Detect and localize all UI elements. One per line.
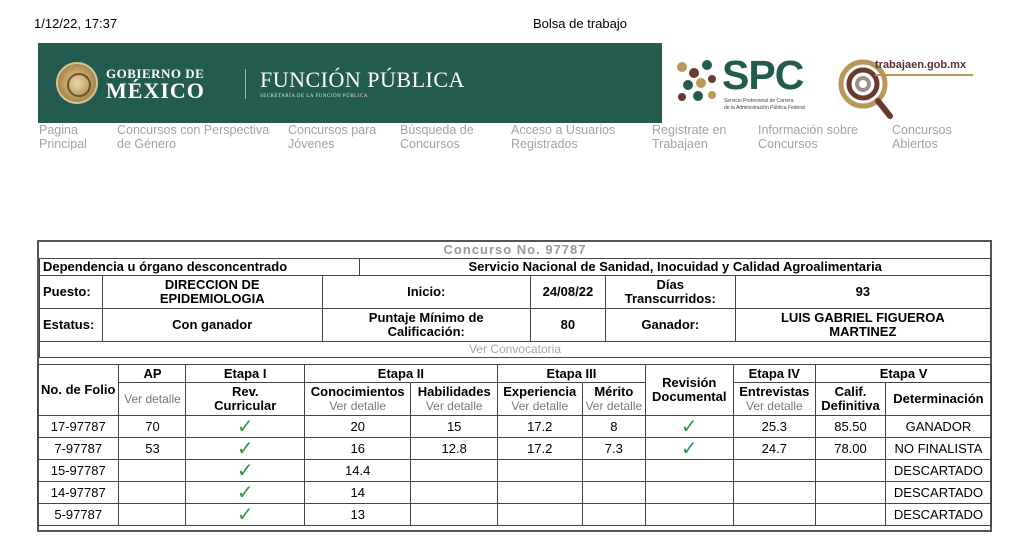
cell-experiencia [497, 482, 582, 504]
government-banner [38, 43, 662, 123]
ganador-value-line2: MARTINEZ [829, 323, 897, 339]
cell-habilidades [411, 460, 497, 482]
nav-pagina-principal[interactable] [39, 123, 87, 151]
cell-habilidades [411, 482, 497, 504]
dependencia-label: Dependencia u órgano desconcentrado [40, 258, 360, 275]
cell-revision-documental [646, 482, 733, 504]
header-habilidades [411, 383, 497, 416]
cell-revision-documental [646, 416, 733, 438]
cell-rev-curricular [186, 416, 304, 438]
header-conocimientos-label: Conocimientos [310, 384, 405, 399]
puntaje-label [322, 308, 530, 341]
trabajaen-domain: trabajaen.gob.mx [875, 59, 967, 71]
puesto-value [102, 275, 322, 308]
header-rev-curricular [186, 383, 304, 416]
puntaje-label-line1: Puntaje Mínimo de [368, 309, 484, 325]
nav-acceso-usuarios[interactable] [511, 123, 615, 151]
ap-ver-detalle-link[interactable]: Ver detalle [119, 383, 186, 416]
cell-merito [582, 504, 645, 526]
nav-label-line1: Concursos para [288, 123, 377, 137]
nav-concursos-jovenes[interactable] [288, 123, 376, 151]
concurso-info-table [39, 242, 991, 358]
cell-calif-definitiva [816, 482, 886, 504]
header-entrevistas [733, 383, 816, 416]
cell-folio: 14-97787 [38, 482, 119, 504]
cell-revision-documental [646, 460, 733, 482]
dias-label-line1: Días [656, 276, 685, 292]
conocimientos-ver-detalle-link[interactable]: Ver detalle [329, 399, 387, 413]
funcion-publica-title: FUNCIÓN PÚBLICA [260, 67, 465, 92]
header-etapa-5: Etapa V [816, 365, 992, 383]
spc-mark-icon [674, 57, 720, 103]
header-merito [582, 383, 645, 416]
nav-label-line1: Concursos con Perspectiva [117, 123, 270, 137]
inicio-value: 24/08/22 [530, 275, 605, 308]
check-icon: ✓ [236, 437, 254, 460]
cell-entrevistas [733, 504, 816, 526]
cell-determinacion: DESCARTADO [885, 460, 991, 482]
cell-entrevistas [733, 482, 816, 504]
banner-divider [245, 69, 246, 99]
check-icon: ✓ [236, 459, 254, 482]
concurso-number: Concurso No. 97787 [40, 242, 991, 258]
header-revision-line1: Revisión [662, 375, 717, 390]
trabajaen-underline [875, 74, 973, 76]
cell-determinacion: NO FINALISTA [885, 438, 991, 460]
cell-calif-definitiva: 78.00 [816, 438, 886, 460]
nav-label-line2: Abiertos [892, 137, 938, 151]
gobierno-de-mexico-logo[interactable] [106, 67, 205, 102]
print-timestamp: 1/12/22, 17:37 [34, 16, 118, 31]
ganador-label: Ganador: [605, 308, 735, 341]
ver-convocatoria-link[interactable]: Ver Convocatoria [40, 341, 991, 357]
nav-label-line1: Pagina [39, 123, 78, 137]
nav-concursos-perspectiva-genero[interactable] [117, 123, 269, 151]
cell-conocimientos: 20 [304, 416, 411, 438]
header-ap: AP [119, 365, 186, 383]
nav-label-line2: Principal [39, 137, 87, 151]
cell-rev-curricular [186, 438, 304, 460]
puntaje-value: 80 [530, 308, 605, 341]
cell-folio: 17-97787 [38, 416, 119, 438]
nav-label-line1: Búsqueda de [400, 123, 474, 137]
nav-label-line2: de Género [117, 137, 177, 151]
trabajaen-logo[interactable] [835, 54, 985, 120]
puesto-label: Puesto: [40, 275, 103, 308]
merito-ver-detalle-link[interactable]: Ver detalle [585, 399, 643, 413]
mexico-seal-icon [56, 62, 98, 104]
ganador-value [735, 308, 990, 341]
cell-ap: 53 [119, 438, 186, 460]
header-etapa-3: Etapa III [497, 365, 645, 383]
cell-entrevistas [733, 460, 816, 482]
table-row [38, 482, 992, 504]
results-table [37, 364, 992, 526]
spc-subtitle-2: de la Administración Pública Federal [724, 104, 805, 111]
cell-experiencia [497, 460, 582, 482]
experiencia-ver-detalle-link[interactable]: Ver detalle [511, 399, 569, 413]
estatus-value: Con ganador [102, 308, 322, 341]
entrevistas-ver-detalle-link[interactable]: Ver detalle [745, 399, 803, 413]
cell-revision-documental [646, 438, 733, 460]
nav-label-line2: Concursos [400, 137, 460, 151]
cell-rev-curricular [186, 504, 304, 526]
nav-label-line1: Acceso a Usuarios [511, 123, 616, 137]
nav-registrate-trabajaen[interactable] [652, 123, 726, 151]
header-experiencia [497, 383, 582, 416]
cell-determinacion: GANADOR [885, 416, 991, 438]
check-icon: ✓ [236, 481, 254, 504]
dias-label-line2: Transcurridos: [624, 290, 716, 306]
check-icon: ✓ [680, 415, 698, 438]
cell-folio: 15-97787 [38, 460, 119, 482]
print-header [0, 16, 1024, 32]
cell-revision-documental [646, 504, 733, 526]
dias-value: 93 [735, 275, 990, 308]
nav-label-line2: Jóvenes [288, 137, 335, 151]
cell-rev-curricular [186, 460, 304, 482]
gob-line-1: GOBIERNO DE [106, 66, 205, 81]
nav-label-line2: Trabajaen [652, 137, 708, 151]
table-row [38, 438, 992, 460]
spc-subtitle [724, 98, 824, 111]
check-icon: ✓ [236, 503, 254, 526]
check-icon: ✓ [680, 437, 698, 460]
nav-label-line2: Concursos [758, 137, 818, 151]
cell-conocimientos: 14 [304, 482, 411, 504]
header-revision-documental [646, 365, 733, 416]
cell-merito [582, 482, 645, 504]
puntaje-label-line2: Calificación: [387, 323, 465, 339]
cell-conocimientos: 16 [304, 438, 411, 460]
nav-label-line1: Información sobre [758, 123, 859, 137]
header-entrevistas-label: Entrevistas [739, 384, 810, 399]
puesto-value-line1: DIRECCION DE [164, 276, 260, 292]
header-determinacion: Determinación [885, 383, 991, 416]
spc-title: SPC [722, 52, 804, 98]
nav-busqueda-concursos[interactable] [400, 123, 474, 151]
check-icon: ✓ [236, 415, 254, 438]
cell-ap: 70 [119, 416, 186, 438]
header-rev-curricular-line1: Rev. [231, 384, 259, 399]
puesto-value-line2: EPIDEMIOLOGIA [159, 290, 265, 306]
nav-informacion-concursos[interactable] [758, 123, 858, 151]
print-page-title: Bolsa de trabajo [533, 16, 627, 31]
cell-ap [119, 460, 186, 482]
header-folio: No. de Folio [38, 365, 119, 416]
header-habilidades-label: Habilidades [417, 384, 491, 399]
cell-experiencia: 17.2 [497, 416, 582, 438]
cell-rev-curricular [186, 482, 304, 504]
header-calif-line1: Calif. [834, 384, 867, 399]
header-etapa-1: Etapa I [186, 365, 304, 383]
nav-concursos-abiertos[interactable] [892, 123, 952, 151]
header-conocimientos [304, 383, 411, 416]
header-experiencia-label: Experiencia [503, 384, 577, 399]
cell-habilidades: 12.8 [411, 438, 497, 460]
funcion-publica-subtitle: SECRETARÍA DE LA FUNCIÓN PÚBLICA [260, 94, 368, 99]
header-calif-definitiva [816, 383, 886, 416]
main-nav [0, 123, 1024, 155]
habilidades-ver-detalle-link[interactable]: Ver detalle [425, 399, 483, 413]
cell-merito [582, 460, 645, 482]
cell-conocimientos: 14.4 [304, 460, 411, 482]
ganador-value-line1: LUIS GABRIEL FIGUEROA [780, 309, 945, 325]
header-calif-line2: Definitiva [821, 398, 880, 413]
inicio-label: Inicio: [322, 275, 530, 308]
spc-subtitle-1: Servicio Profesional de Carrera [724, 98, 794, 104]
header-revision-line2: Documental [652, 389, 727, 404]
cell-conocimientos: 13 [304, 504, 411, 526]
nav-label-line1: Registrate en [652, 123, 727, 137]
cell-calif-definitiva [816, 504, 886, 526]
table-row [38, 416, 992, 438]
estatus-label: Estatus: [40, 308, 103, 341]
header-rev-curricular-line2: Curricular [214, 398, 277, 413]
cell-determinacion: DESCARTADO [885, 482, 991, 504]
dependencia-value: Servicio Nacional de Sanidad, Inocuidad y Calidad Agroalimentaria [360, 258, 991, 275]
cell-ap [119, 504, 186, 526]
header-merito-label: Mérito [594, 384, 634, 399]
cell-merito: 7.3 [582, 438, 645, 460]
cell-habilidades: 15 [411, 416, 497, 438]
cell-calif-definitiva [816, 460, 886, 482]
cell-folio: 5-97787 [38, 504, 119, 526]
cell-experiencia: 17.2 [497, 438, 582, 460]
table-row [38, 504, 992, 526]
spc-logo[interactable] [674, 52, 824, 115]
cell-habilidades [411, 504, 497, 526]
table-row [38, 460, 992, 482]
cell-entrevistas: 25.3 [733, 416, 816, 438]
cell-entrevistas: 24.7 [733, 438, 816, 460]
cell-merito: 8 [582, 416, 645, 438]
header-etapa-2: Etapa II [304, 365, 497, 383]
cell-determinacion: DESCARTADO [885, 504, 991, 526]
cell-experiencia [497, 504, 582, 526]
cell-calif-definitiva: 85.50 [816, 416, 886, 438]
nav-label-line2: Registrados [511, 137, 578, 151]
funcion-publica-logo[interactable] [260, 69, 465, 99]
cell-folio: 7-97787 [38, 438, 119, 460]
dias-label [605, 275, 735, 308]
gob-line-2: MÉXICO [106, 78, 205, 103]
cell-ap [119, 482, 186, 504]
header-etapa-4: Etapa IV [733, 365, 816, 383]
nav-label-line1: Concursos [892, 123, 952, 137]
